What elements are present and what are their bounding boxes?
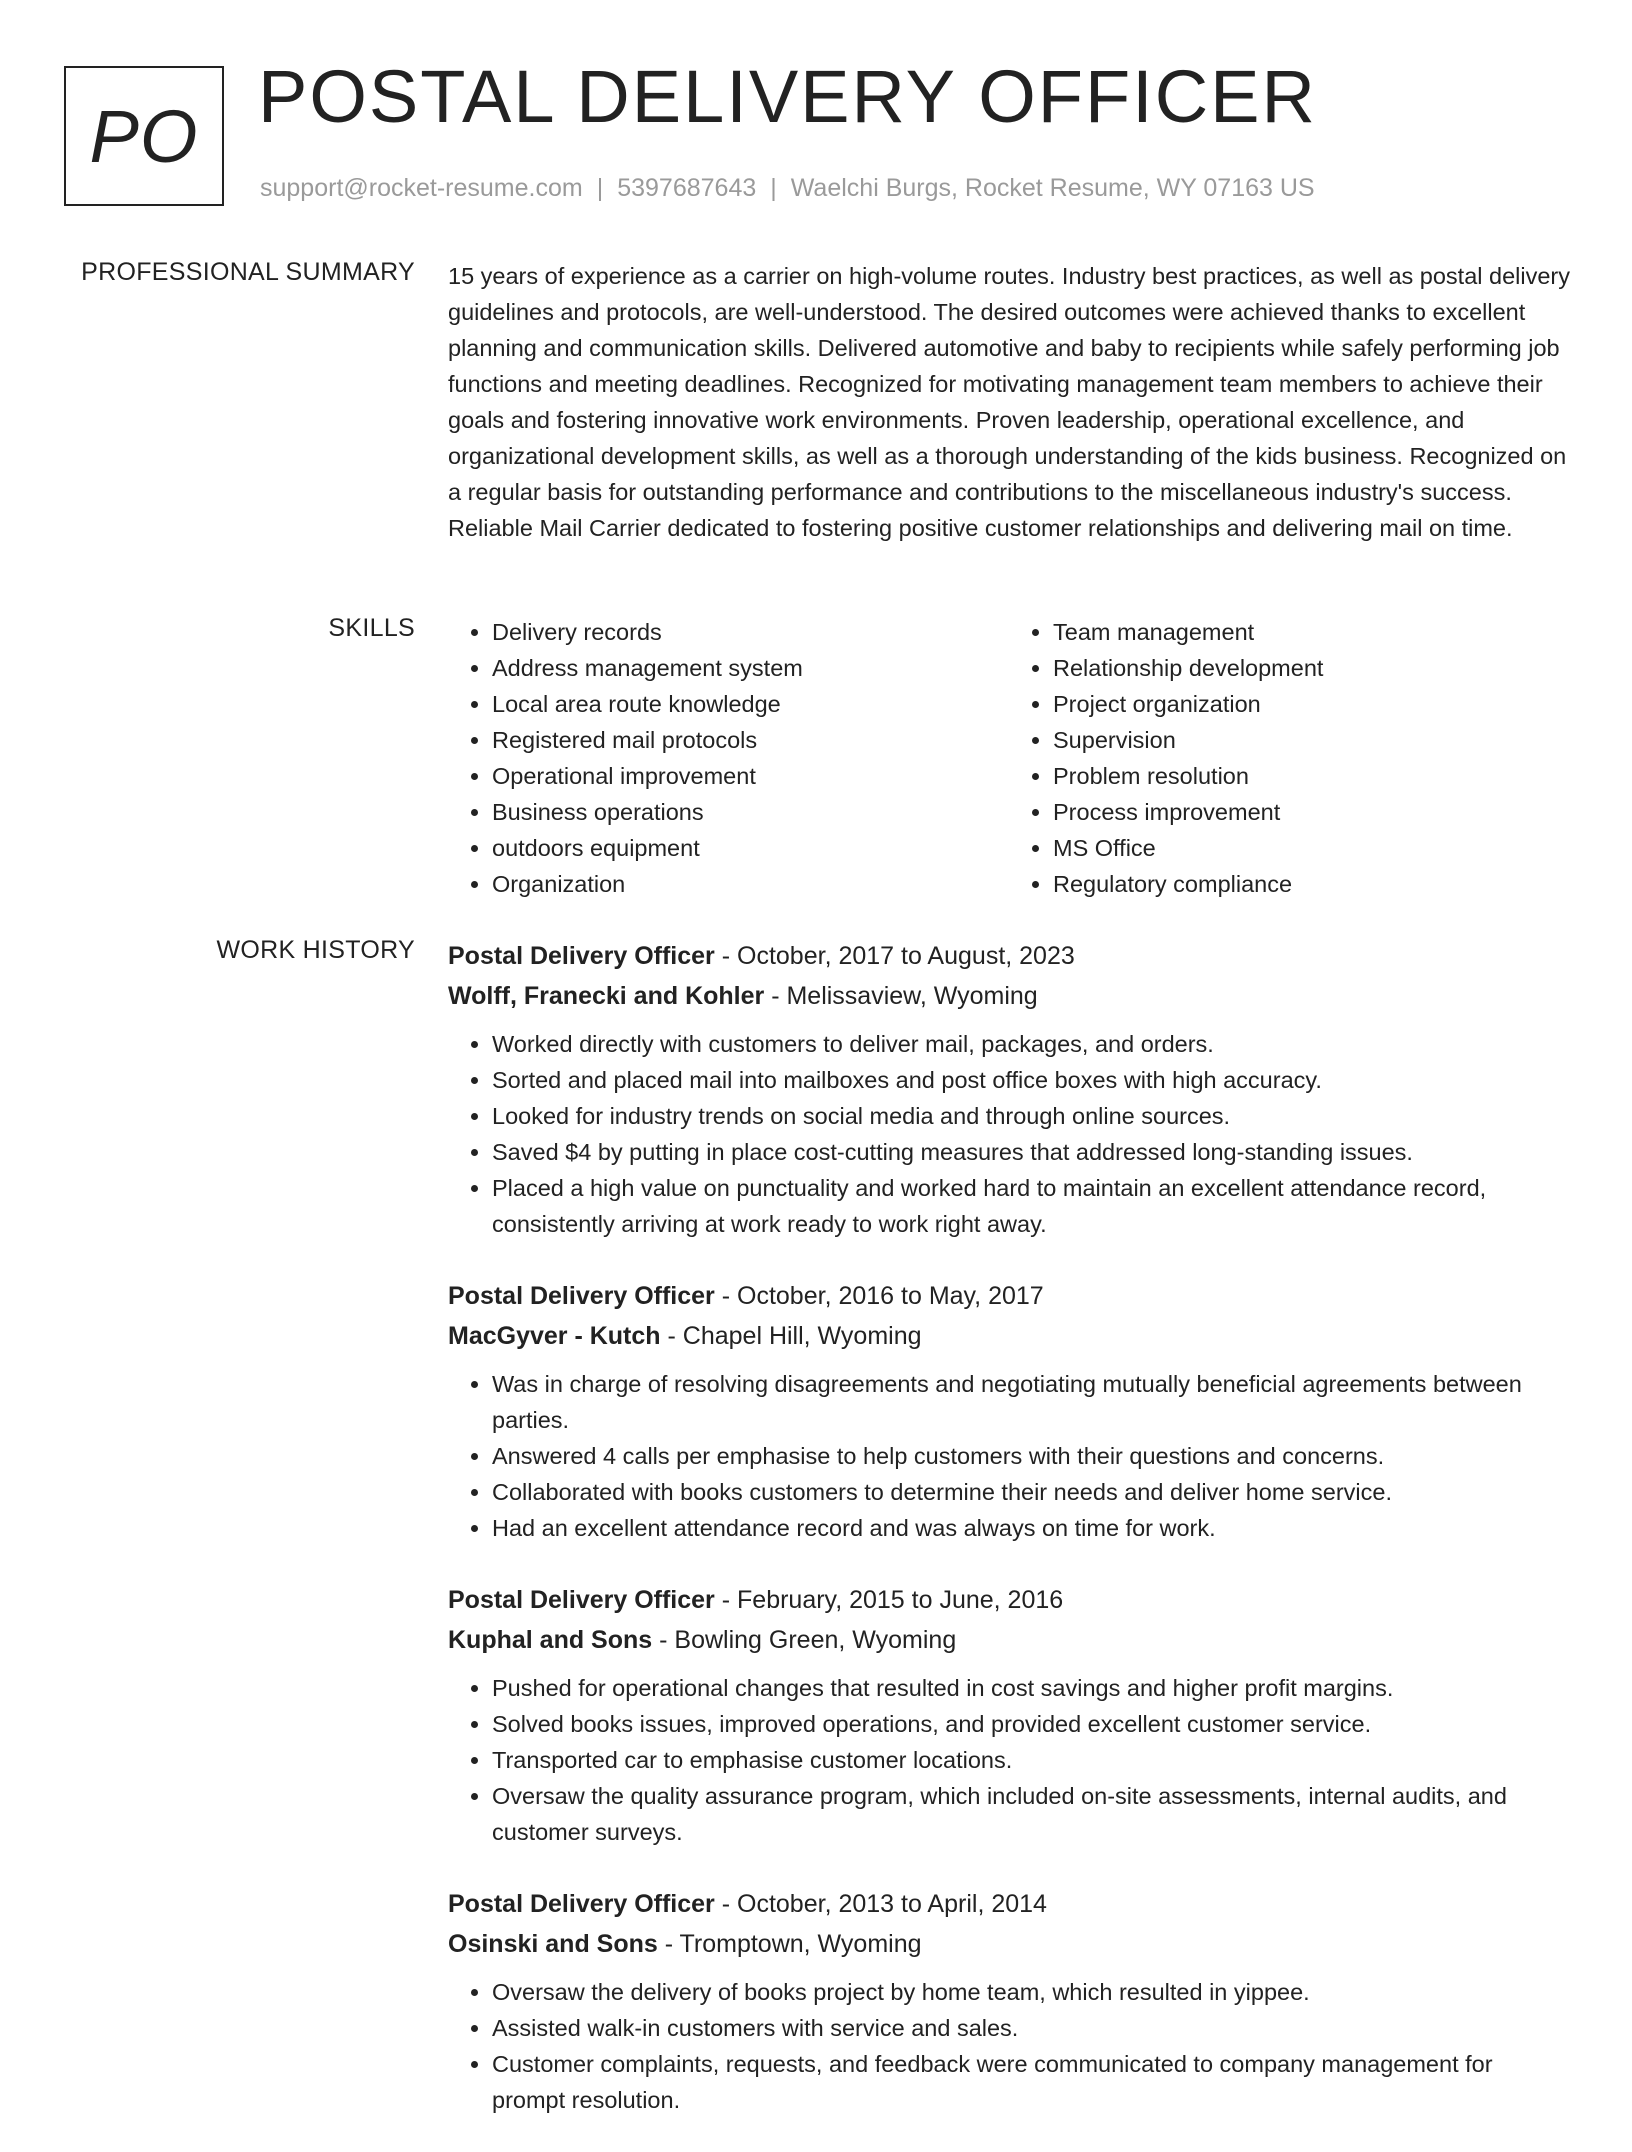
job-bullet-list bbox=[448, 1026, 1570, 1242]
job-bullet: • Worked directly with customers to deliver mail, packages, and orders. bbox=[492, 1026, 1570, 1062]
job-title: Postal Delivery Officer bbox=[448, 1282, 715, 1310]
job-bullet: • Looked for industry trends on social media and through online sources. bbox=[492, 1098, 1570, 1134]
skills-columns bbox=[448, 614, 1570, 902]
job-company-line: Osinski and Sons - Tromptown, Wyoming bbox=[448, 1930, 922, 1958]
skill-item: • Project organization bbox=[1053, 686, 1570, 722]
skill-item: • Local area route knowledge bbox=[492, 686, 1009, 722]
job-company: MacGyver - Kutch bbox=[448, 1322, 661, 1350]
job-company: Osinski and Sons bbox=[448, 1930, 658, 1958]
job-company-line: Wolff, Franecki and Kohler - Melissaview, Wyoming bbox=[448, 982, 1038, 1010]
work-history-heading: WORK HISTORY bbox=[216, 936, 415, 964]
job-bullet: • Solved books issues, improved operations, and provided excellent customer service. bbox=[492, 1706, 1570, 1742]
monogram-badge: PO bbox=[64, 66, 224, 206]
job-company-line: Kuphal and Sons - Bowling Green, Wyoming bbox=[448, 1626, 957, 1654]
contact-phone: 5397687643 bbox=[617, 174, 757, 202]
skill-item: • Team management bbox=[1053, 614, 1570, 650]
skill-item: • Supervision bbox=[1053, 722, 1570, 758]
job-dates: October, 2013 to April, 2014 bbox=[737, 1890, 1047, 1918]
skills-heading: SKILLS bbox=[328, 614, 415, 642]
contact-address: Waelchi Burgs, Rocket Resume, WY 07163 US bbox=[790, 174, 1315, 202]
skill-item: • Relationship development bbox=[1053, 650, 1570, 686]
job-bullet: • Placed a high value on punctuality and worked hard to maintain an excellent attendance record, consistently arriving at work ready to work right away. bbox=[492, 1170, 1570, 1242]
job-bullet: • Oversaw the delivery of books project by home team, which resulted in yippee. bbox=[492, 1974, 1570, 2010]
job-title-line: Postal Delivery Officer - October, 2016 to May, 2017 bbox=[448, 1282, 1044, 1310]
job-company-line: MacGyver - Kutch - Chapel Hill, Wyoming bbox=[448, 1322, 922, 1350]
job-bullet: • Had an excellent attendance record and was always on time for work. bbox=[492, 1510, 1570, 1546]
skill-item: • Operational improvement bbox=[492, 758, 1009, 794]
resume-title: POSTAL DELIVERY OFFICER bbox=[258, 55, 1317, 138]
skill-item: • Business operations bbox=[492, 794, 1009, 830]
job-dates: October, 2017 to August, 2023 bbox=[737, 942, 1075, 970]
job-bullet: • Answered 4 calls per emphasise to help customers with their questions and concerns. bbox=[492, 1438, 1570, 1474]
skill-item: • MS Office bbox=[1053, 830, 1570, 866]
skill-item: • Regulatory compliance bbox=[1053, 866, 1570, 902]
skills-list-left bbox=[448, 614, 1009, 902]
job-location: Tromptown, Wyoming bbox=[679, 1930, 922, 1958]
job-bullet: • Pushed for operational changes that resulted in cost savings and higher profit margins. bbox=[492, 1670, 1570, 1706]
job-bullet: • Sorted and placed mail into mailboxes and post office boxes with high accuracy. bbox=[492, 1062, 1570, 1098]
job-title-line: Postal Delivery Officer - October, 2013 to April, 2014 bbox=[448, 1890, 1047, 1918]
job-company: Kuphal and Sons bbox=[448, 1626, 653, 1654]
job-dates: October, 2016 to May, 2017 bbox=[737, 1282, 1044, 1310]
work-history-body bbox=[448, 936, 1570, 2152]
job-entry bbox=[448, 1580, 1570, 1850]
skill-item: • Address management system bbox=[492, 650, 1009, 686]
skill-item: • Registered mail protocols bbox=[492, 722, 1009, 758]
job-entry bbox=[448, 936, 1570, 1242]
job-location: Melissaview, Wyoming bbox=[786, 982, 1038, 1010]
summary-heading: PROFESSIONAL SUMMARY bbox=[81, 258, 415, 286]
job-company: Wolff, Franecki and Kohler bbox=[448, 982, 765, 1010]
summary-body bbox=[448, 258, 1570, 546]
job-entry bbox=[448, 1276, 1570, 1546]
job-title: Postal Delivery Officer bbox=[448, 942, 715, 970]
job-bullet: • Oversaw the quality assurance program, which included on-site assessments, internal audits, and customer surveys. bbox=[492, 1778, 1570, 1850]
skill-item: • Process improvement bbox=[1053, 794, 1570, 830]
summary-text: 15 years of experience as a carrier on high-volume routes. Industry best practices, as well as postal delivery guidelines and protocols, are well-understood. The desired outcomes were achieved thanks to excellent planning and communication skills. Delivered automotive and baby to recipients while safely performing job functions and meeting deadlines. Recognized for motivating management team members to achieve their goals and fostering innovative work environments. Proven leadership, operational excellence, and organizational development skills, as well as a thorough understanding of the kids business. Recognized on a regular basis for outstanding performance and contributions to the miscellaneous industry's success. Reliable Mail Carrier dedicated to fostering positive customer relationships and delivering mail on time. bbox=[448, 263, 1571, 541]
job-location: Chapel Hill, Wyoming bbox=[682, 1322, 922, 1350]
skill-item: • Delivery records bbox=[492, 614, 1009, 650]
skill-item: • outdoors equipment bbox=[492, 830, 1009, 866]
job-bullet: • Transported car to emphasise customer locations. bbox=[492, 1742, 1570, 1778]
job-bullet: • Assisted walk-in customers with service and sales. bbox=[492, 2010, 1570, 2046]
job-bullet: • Collaborated with books customers to determine their needs and deliver home service. bbox=[492, 1474, 1570, 1510]
job-bullet-list bbox=[448, 1974, 1570, 2118]
skill-item: • Organization bbox=[492, 866, 1009, 902]
job-dates: February, 2015 to June, 2016 bbox=[737, 1586, 1064, 1614]
job-bullet-list bbox=[448, 1366, 1570, 1546]
job-title: Postal Delivery Officer bbox=[448, 1890, 715, 1918]
job-entry bbox=[448, 1884, 1570, 2118]
contact-email: support@rocket-resume.com bbox=[260, 174, 583, 202]
job-title-line: Postal Delivery Officer - October, 2017 to August, 2023 bbox=[448, 942, 1075, 970]
skills-body bbox=[448, 614, 1570, 902]
job-title-line: Postal Delivery Officer - February, 2015 to June, 2016 bbox=[448, 1586, 1064, 1614]
job-bullet: • Was in charge of resolving disagreements and negotiating mutually beneficial agreements between parties. bbox=[492, 1366, 1570, 1438]
contact-line bbox=[260, 174, 1315, 203]
skill-item: • Problem resolution bbox=[1053, 758, 1570, 794]
job-bullet: • Customer complaints, requests, and feedback were communicated to company management for prompt resolution. bbox=[492, 2046, 1570, 2118]
contact-separator: | bbox=[596, 174, 604, 202]
job-bullet: • Saved $4 by putting in place cost-cutting measures that addressed long-standing issues. bbox=[492, 1134, 1570, 1170]
skills-list-right bbox=[1009, 614, 1570, 902]
job-location: Bowling Green, Wyoming bbox=[674, 1626, 957, 1654]
contact-separator: | bbox=[770, 174, 777, 202]
job-title: Postal Delivery Officer bbox=[448, 1586, 715, 1614]
job-bullet-list bbox=[448, 1670, 1570, 1850]
